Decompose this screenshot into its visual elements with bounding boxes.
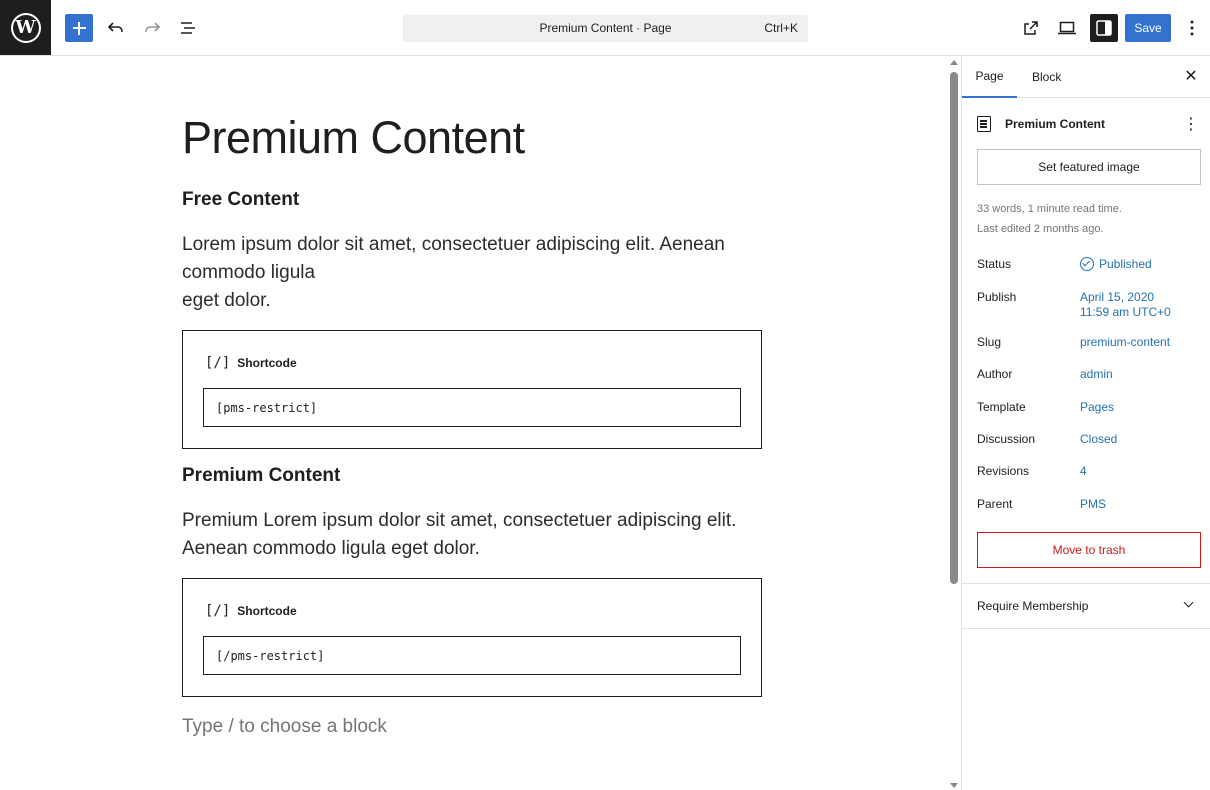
scroll-down-arrow[interactable] <box>950 783 958 788</box>
wordpress-icon: W <box>11 13 41 43</box>
post-meta-info: 33 words, 1 minute read time. Last edited 2 months ago. <box>977 203 1122 235</box>
settings-toggle-button[interactable] <box>1090 14 1118 42</box>
redo-button[interactable] <box>138 14 166 42</box>
shortcode-label: Shortcode <box>237 604 297 618</box>
block-appender-placeholder[interactable]: Type / to choose a block <box>182 716 387 737</box>
sidebar-tabs <box>962 56 1210 98</box>
options-button[interactable] <box>1178 14 1206 42</box>
wordpress-logo[interactable] <box>0 0 51 55</box>
view-page-button[interactable] <box>1017 14 1045 42</box>
free-content-paragraph[interactable]: Lorem ipsum dolor sit amet, consectetuer adipiscing elit. Aenean commodo ligula eget dolor. <box>182 234 725 311</box>
free-content-heading[interactable]: Free Content <box>182 189 300 210</box>
close-icon[interactable]: ✕ <box>1184 68 1198 85</box>
parent-value[interactable]: PMS <box>1080 497 1107 511</box>
page-icon <box>977 116 991 132</box>
require-membership-panel[interactable] <box>962 583 1210 629</box>
scrollbar-thumb[interactable] <box>950 72 958 584</box>
editor-scrollbar[interactable] <box>947 56 961 790</box>
desktop-icon <box>1058 21 1076 35</box>
editor-canvas <box>0 56 947 790</box>
shortcode-input[interactable]: [/pms-restrict] <box>203 636 741 675</box>
premium-content-paragraph[interactable]: Premium Lorem ipsum dolor sit amet, consectetuer adipiscing elit. Aenean commodo ligula eget dolor. <box>182 510 737 559</box>
shortcode-label: Shortcode <box>237 356 297 370</box>
document-summary <box>977 114 1199 134</box>
document-title: Premium Content · Page <box>539 21 672 35</box>
preview-button[interactable] <box>1053 14 1081 42</box>
scroll-up-arrow[interactable] <box>950 60 958 65</box>
shortcode-block[interactable] <box>182 330 762 449</box>
publish-date-value[interactable]: April 15, 2020 11:59 am UTC+0 <box>1080 290 1171 319</box>
shortcode-block[interactable] <box>182 578 762 697</box>
panel-title: Require Membership <box>977 599 1089 613</box>
shortcode-icon: [/] <box>205 603 231 619</box>
shortcode-header <box>205 603 297 619</box>
set-featured-image-button[interactable]: Set featured image <box>977 149 1201 185</box>
status-value[interactable]: Published <box>1080 257 1152 272</box>
slug-value[interactable]: premium-content <box>1080 335 1171 349</box>
more-vertical-icon[interactable]: ⋮ <box>1183 116 1199 133</box>
premium-content-heading[interactable]: Premium Content <box>182 465 341 486</box>
template-value[interactable]: Pages <box>1080 400 1115 414</box>
external-link-icon <box>1023 20 1039 36</box>
discussion-value[interactable]: Closed <box>1080 432 1118 446</box>
keyboard-shortcut: Ctrl+K <box>764 21 798 35</box>
add-block-button[interactable] <box>65 14 93 42</box>
redo-icon <box>143 19 161 37</box>
shortcode-input[interactable]: [pms-restrict] <box>203 388 741 427</box>
undo-button[interactable] <box>102 14 130 42</box>
command-palette-bar[interactable] <box>403 15 808 42</box>
move-to-trash-button[interactable]: Move to trash <box>977 532 1201 568</box>
shortcode-header <box>205 355 297 371</box>
settings-sidebar: Page Block ✕ Premium Content ⋮ Set featured image 33 words, 1 minute read time. Last edited 2 months ago. Status Published Publish April 15, 2020 11:59 am UTC+0 Slug premium-content Author admin Template Pages Discussion Closed Revisions 4 Parent PMS Move to trash Require Membership <box>961 56 1210 790</box>
sidebar-icon <box>1096 20 1112 36</box>
page-title[interactable]: Premium Content <box>182 112 525 163</box>
chevron-down-icon <box>1184 598 1194 608</box>
list-view-icon <box>179 19 197 37</box>
published-icon <box>1080 257 1094 271</box>
document-overview-button[interactable] <box>174 14 202 42</box>
shortcode-icon: [/] <box>205 355 231 371</box>
tab-block[interactable]: Block <box>1032 70 1062 84</box>
author-value[interactable]: admin <box>1080 367 1113 381</box>
revisions-value[interactable]: 4 <box>1080 464 1087 478</box>
document-title-label: Premium Content <box>1005 117 1106 131</box>
save-button[interactable]: Save <box>1125 14 1171 42</box>
tab-page[interactable]: Page <box>962 56 1017 98</box>
undo-icon <box>107 19 125 37</box>
editor-toolbar <box>0 0 1210 56</box>
more-vertical-icon <box>1190 20 1194 36</box>
